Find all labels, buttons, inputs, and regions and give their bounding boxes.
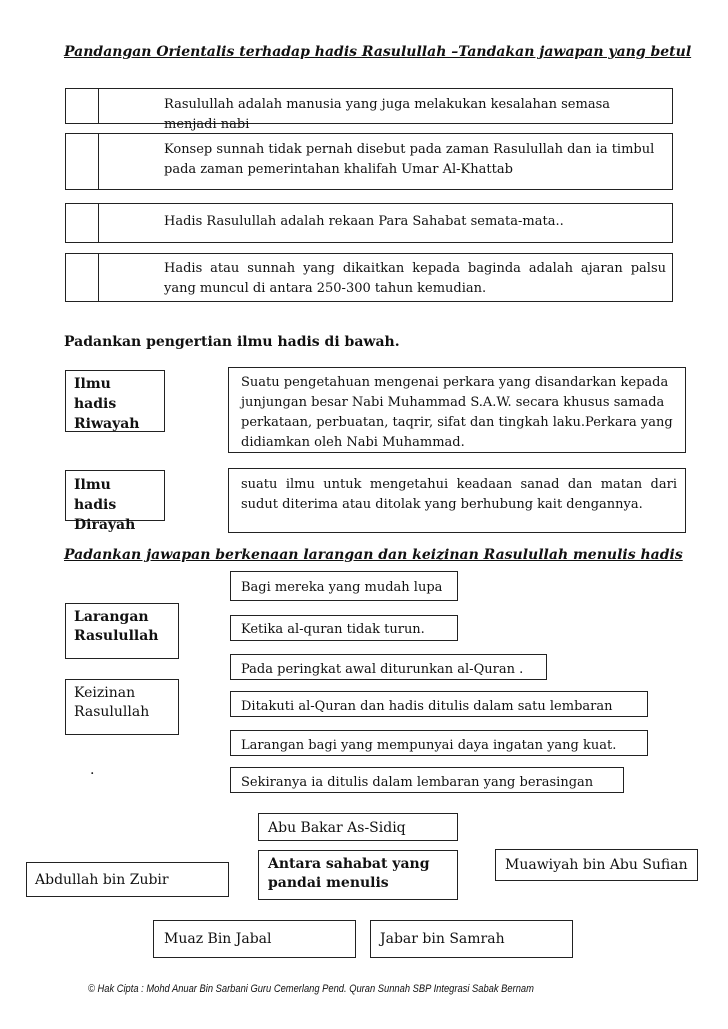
category-label: Keizinan Rasulullah — [74, 685, 150, 720]
name-text: Abdullah bin Zubir — [35, 872, 169, 888]
term-label: Ilmu hadis Dirayah — [74, 477, 136, 533]
answer-text: Sekiranya ia ditulis dalam lembaran yang berasingan — [241, 775, 594, 790]
category-box-larangan — [65, 603, 179, 659]
statement-row-1 — [65, 88, 673, 132]
answer-text: Bagi mereka yang mudah lupa — [241, 580, 443, 595]
answer-box-4 — [230, 691, 648, 717]
answer-box-1 — [230, 571, 458, 601]
checkbox-divider — [98, 204, 99, 242]
checkbox-divider — [98, 254, 99, 301]
section3-heading: Padankan jawapan berkenaan larangan dan keizinan Rasulullah menulis hadis — [64, 547, 683, 563]
definition-box-2 — [228, 468, 686, 533]
term-box-riwayah — [65, 370, 165, 432]
statement-text: Rasulullah adalah manusia yang juga melakukan kesalahan semasa menjadi nabi — [164, 97, 610, 132]
category-box-keizinan — [65, 679, 179, 735]
statement-text: Hadis atau sunnah yang dikaitkan kepada baginda adalah ajaran palsu yang muncul di antara 250-300 tahun kemudian. — [164, 261, 666, 296]
answer-text: Pada peringkat awal diturunkan al-Quran . — [241, 662, 524, 677]
category-label: Larangan Rasulullah — [74, 609, 159, 644]
name-box-abdullah — [26, 862, 229, 897]
name-box-jabar — [370, 920, 573, 958]
term-label: Ilmu hadis Riwayah — [74, 376, 140, 432]
name-box-muawiyah — [495, 849, 698, 881]
name-text: Muaz Bin Jabal — [164, 931, 272, 947]
answer-box-3 — [230, 654, 547, 680]
name-text: Jabar bin Samrah — [380, 931, 505, 947]
center-label: Antara sahabat yang pandai menulis — [268, 856, 430, 891]
answer-text: Larangan bagi yang mempunyai daya ingatan yang kuat. — [241, 738, 617, 753]
statement-row-3 — [65, 203, 673, 243]
checkbox-divider — [98, 89, 99, 123]
answer-text: Ketika al-quran tidak turun. — [241, 622, 425, 637]
name-box-abu-bakar — [258, 813, 458, 841]
term-box-dirayah — [65, 470, 165, 533]
copyright-footer: © Hak Cipta : Mohd Anuar Bin Sarbani Guru Cemerlang Pend. Quran Sunnah SBP Integrasi Sabak Bernam — [88, 983, 534, 995]
name-box-muaz — [153, 920, 356, 958]
answer-box-6 — [230, 767, 624, 793]
definition-text: suatu ilmu untuk mengetahui keadaan sanad dan matan dari sudut diterima atau ditolak yang berhubung kait dengannya. — [241, 477, 677, 512]
definition-text: Suatu pengetahuan mengenai perkara yang disandarkan kepada junjungan besar Nabi Muhammad S.A.W. secara khusus samada perkataan, perbuatan, taqrir, sifat dan tingkah laku.Perkara yang didiamkan oleh Nabi Muhammad. — [241, 375, 673, 450]
answer-box-2 — [230, 615, 458, 641]
name-text: Muawiyah bin Abu Sufian — [505, 857, 688, 873]
center-label-box — [258, 850, 458, 900]
stray-dot: . — [90, 762, 95, 778]
statement-text: Hadis Rasulullah adalah rekaan Para Sahabat semata-mata.. — [164, 214, 564, 229]
statement-row-4 — [65, 253, 673, 302]
section1-heading: Pandangan Orientalis terhadap hadis Rasulullah –Tandakan jawapan yang betul — [64, 44, 692, 60]
definition-box-1 — [228, 367, 686, 453]
section2-heading: Padankan pengertian ilmu hadis di bawah. — [64, 334, 400, 350]
answer-text: Ditakuti al-Quran dan hadis ditulis dalam satu lembaran — [241, 699, 613, 714]
statement-text: Konsep sunnah tidak pernah disebut pada zaman Rasulullah dan ia timbul pada zaman pemerintahan khalifah Umar Al-Khattab — [164, 142, 655, 177]
name-text: Abu Bakar As-Sidiq — [268, 820, 406, 836]
answer-box-5 — [230, 730, 648, 756]
checkbox-divider — [98, 134, 99, 189]
statement-row-2 — [65, 133, 673, 190]
